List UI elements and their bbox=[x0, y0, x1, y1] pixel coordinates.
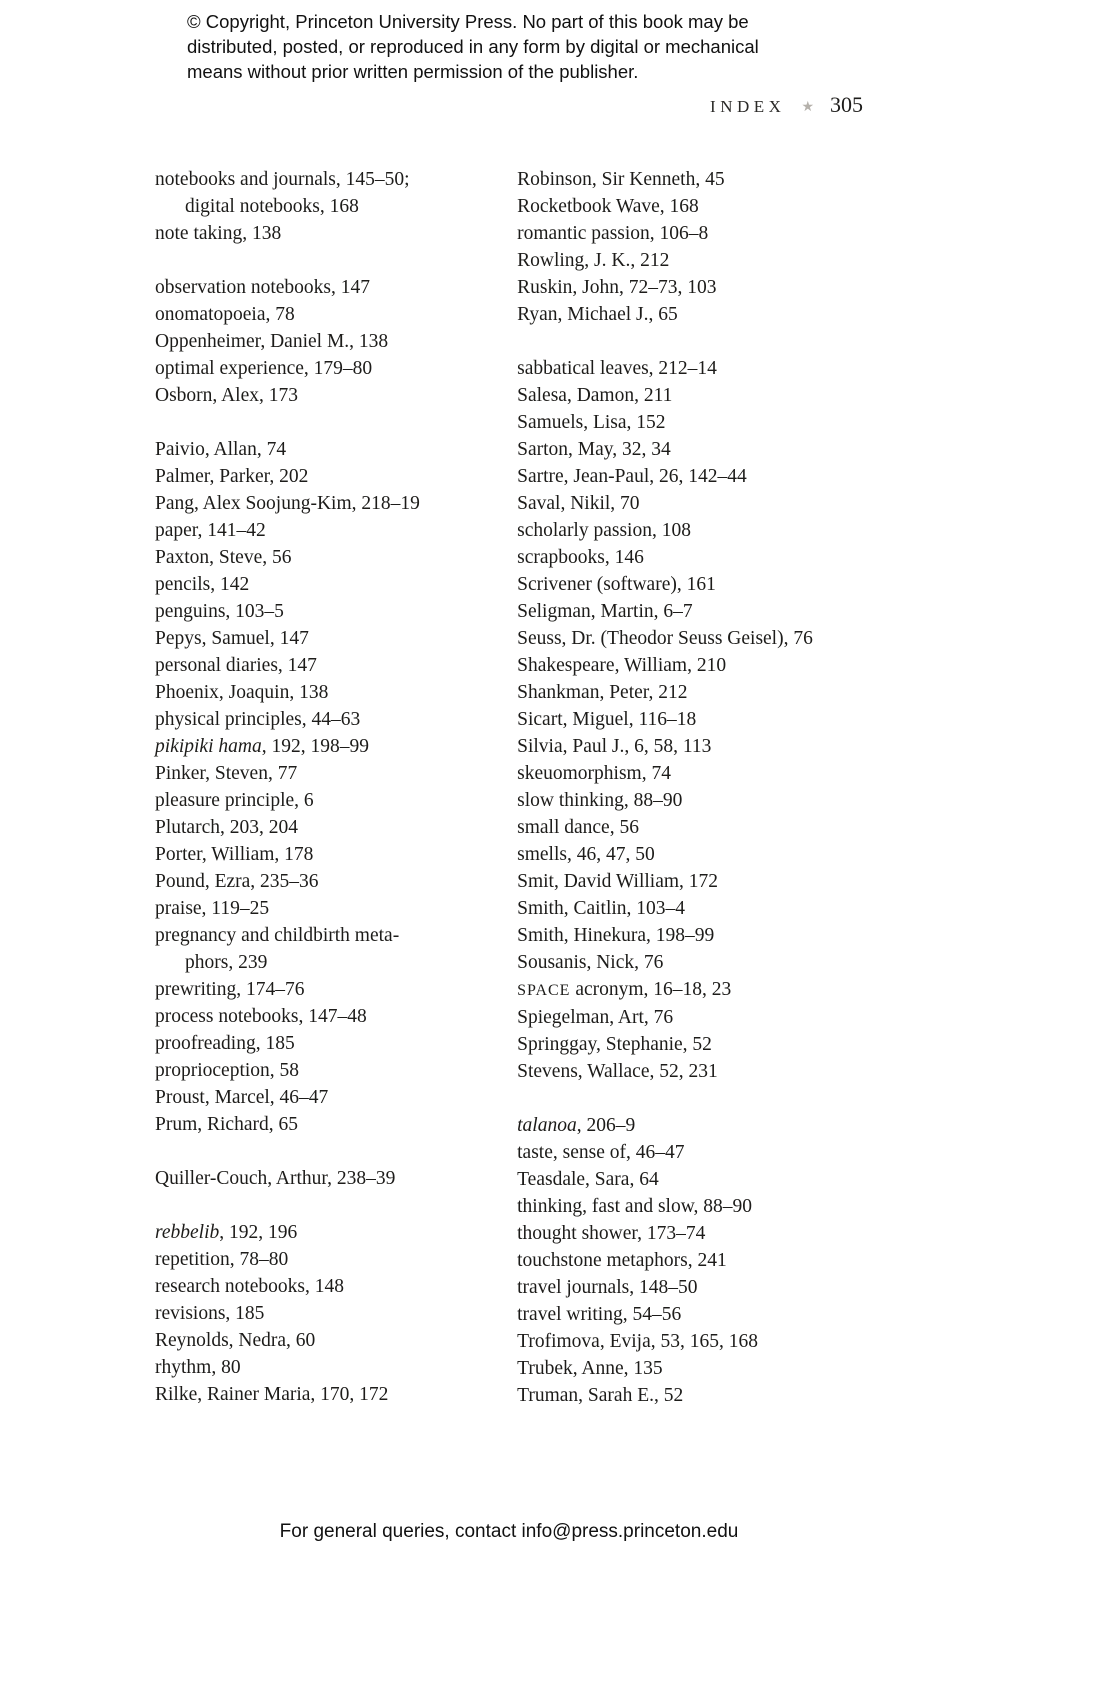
index-entry-line bbox=[155, 1246, 487, 1273]
index-entry bbox=[155, 1219, 487, 1246]
index-entry-line bbox=[517, 1112, 863, 1139]
index-entry bbox=[155, 841, 487, 868]
entry-text: touchstone metaphors, 241 bbox=[517, 1250, 727, 1271]
index-entry bbox=[517, 787, 863, 814]
entry-text: process notebooks, 147–48 bbox=[155, 1006, 367, 1027]
entry-text: sabbatical leaves, 212–14 bbox=[517, 358, 717, 379]
copyright-line: means without prior written permission of the publisher. bbox=[187, 61, 639, 82]
index-entry-line bbox=[517, 463, 863, 490]
index-entry bbox=[517, 949, 863, 976]
entry-text: Plutarch, 203, 204 bbox=[155, 817, 298, 838]
entry-text: travel journals, 148–50 bbox=[517, 1277, 698, 1298]
entry-text: acronym, 16–18, 23 bbox=[570, 979, 732, 1000]
index-entry bbox=[155, 220, 487, 247]
index-entry-line bbox=[517, 625, 863, 652]
entry-text: Reynolds, Nedra, 60 bbox=[155, 1330, 316, 1351]
entry-text: thinking, fast and slow, 88–90 bbox=[517, 1196, 753, 1217]
entry-text-italic: pikipiki hama bbox=[155, 736, 262, 757]
entry-text: pencils, 142 bbox=[155, 574, 250, 595]
index-entry-line bbox=[155, 1003, 487, 1030]
index-entry bbox=[517, 706, 863, 733]
index-entry-line bbox=[517, 436, 863, 463]
page-number: 305 bbox=[830, 92, 863, 117]
index-entry bbox=[517, 1004, 863, 1031]
index-entry-line bbox=[155, 787, 487, 814]
entry-text: Teasdale, Sara, 64 bbox=[517, 1169, 659, 1190]
index-entry-line bbox=[155, 841, 487, 868]
index-entry-line bbox=[517, 949, 863, 976]
index-entry bbox=[517, 1058, 863, 1085]
entry-text: Stevens, Wallace, 52, 231 bbox=[517, 1061, 718, 1082]
entry-text: revisions, 185 bbox=[155, 1303, 265, 1324]
index-entry-line bbox=[155, 922, 487, 949]
entry-text: travel writing, 54–56 bbox=[517, 1304, 682, 1325]
index-entry-line bbox=[155, 1327, 487, 1354]
index-entry-line bbox=[517, 841, 863, 868]
index-entry-line bbox=[155, 1030, 487, 1057]
entry-gap bbox=[155, 247, 487, 274]
index-entry bbox=[517, 1355, 863, 1382]
index-entry bbox=[517, 301, 863, 328]
entry-text: scrapbooks, 146 bbox=[517, 547, 644, 568]
index-entry bbox=[155, 814, 487, 841]
index-entry-line bbox=[517, 787, 863, 814]
index-entry bbox=[517, 490, 863, 517]
page-content bbox=[155, 92, 863, 1409]
index-entry-line bbox=[155, 355, 487, 382]
index-entry-line bbox=[155, 598, 487, 625]
entry-text: Paxton, Steve, 56 bbox=[155, 547, 292, 568]
index-entry-line bbox=[155, 301, 487, 328]
entry-text-italic: rebbelib bbox=[155, 1222, 220, 1243]
index-entry bbox=[517, 1166, 863, 1193]
entry-text-smallcaps: SPACE bbox=[517, 982, 571, 999]
index-entry-line bbox=[517, 1355, 863, 1382]
entry-text: Samuels, Lisa, 152 bbox=[517, 412, 666, 433]
index-entry-line bbox=[517, 814, 863, 841]
index-entry-line bbox=[517, 652, 863, 679]
index-entry-line bbox=[155, 1165, 487, 1192]
index-entry-line bbox=[155, 1057, 487, 1084]
index-heading: INDEX bbox=[710, 97, 786, 116]
entry-gap bbox=[155, 1138, 487, 1165]
entry-text: Scrivener (software), 161 bbox=[517, 574, 716, 595]
index-entry-line bbox=[517, 193, 863, 220]
index-entry-line bbox=[517, 1139, 863, 1166]
index-entry-line bbox=[155, 976, 487, 1003]
index-entry-line bbox=[517, 247, 863, 274]
index-entry bbox=[155, 1273, 487, 1300]
entry-text: skeuomorphism, 74 bbox=[517, 763, 671, 784]
index-entry bbox=[517, 193, 863, 220]
index-entry-line bbox=[517, 1193, 863, 1220]
index-entry-line bbox=[517, 1382, 863, 1409]
index-entry bbox=[517, 1301, 863, 1328]
entry-text: Porter, William, 178 bbox=[155, 844, 314, 865]
index-entry-line bbox=[155, 220, 487, 247]
entry-text: Spiegelman, Art, 76 bbox=[517, 1007, 674, 1028]
index-entry bbox=[155, 1327, 487, 1354]
entry-text: paper, 141–42 bbox=[155, 520, 266, 541]
index-entry bbox=[155, 1165, 487, 1192]
index-entry bbox=[155, 652, 487, 679]
entry-text: digital notebooks, 168 bbox=[185, 196, 359, 217]
entry-text: taste, sense of, 46–47 bbox=[517, 1142, 685, 1163]
entry-text: Pound, Ezra, 235–36 bbox=[155, 871, 319, 892]
index-entry-line bbox=[517, 868, 863, 895]
entry-text: notebooks and journals, 145–50; bbox=[155, 169, 410, 190]
index-entry bbox=[517, 1220, 863, 1247]
index-entry-line bbox=[517, 679, 863, 706]
index-entry bbox=[155, 679, 487, 706]
index-entry bbox=[155, 625, 487, 652]
entry-text: Shakespeare, William, 210 bbox=[517, 655, 727, 676]
entry-text: Prum, Richard, 65 bbox=[155, 1114, 298, 1135]
entry-text: Ruskin, John, 72–73, 103 bbox=[517, 277, 717, 298]
index-entry bbox=[517, 733, 863, 760]
index-entry-line bbox=[155, 274, 487, 301]
index-entry bbox=[517, 922, 863, 949]
entry-text: pleasure principle, 6 bbox=[155, 790, 314, 811]
index-entry bbox=[155, 1246, 487, 1273]
entry-text: Robinson, Sir Kenneth, 45 bbox=[517, 169, 725, 190]
index-entry-line bbox=[517, 355, 863, 382]
entry-text: research notebooks, 148 bbox=[155, 1276, 344, 1297]
entry-text: Oppenheimer, Daniel M., 138 bbox=[155, 331, 389, 352]
index-entry bbox=[517, 841, 863, 868]
index-entry bbox=[517, 652, 863, 679]
index-entry-line bbox=[155, 382, 487, 409]
index-entry-line bbox=[517, 517, 863, 544]
index-entry-line bbox=[155, 895, 487, 922]
index-entry bbox=[155, 868, 487, 895]
index-entry bbox=[517, 409, 863, 436]
index-entry-line bbox=[155, 1381, 487, 1408]
index-entry bbox=[155, 760, 487, 787]
index-entry-line bbox=[155, 733, 487, 760]
entry-text: Pinker, Steven, 77 bbox=[155, 763, 298, 784]
index-entry bbox=[517, 274, 863, 301]
index-entry bbox=[517, 760, 863, 787]
index-entry-line bbox=[517, 895, 863, 922]
entry-text: optimal experience, 179–80 bbox=[155, 358, 373, 379]
index-entry-line bbox=[517, 760, 863, 787]
entry-text: , 192, 198–99 bbox=[261, 736, 369, 757]
entry-text: Sartre, Jean-Paul, 26, 142–44 bbox=[517, 466, 747, 487]
entry-text: Trofimova, Evija, 53, 165, 168 bbox=[517, 1331, 758, 1352]
index-entry bbox=[517, 355, 863, 382]
index-entry-line bbox=[155, 868, 487, 895]
entry-text: Pepys, Samuel, 147 bbox=[155, 628, 309, 649]
entry-text: , 192, 196 bbox=[219, 1222, 298, 1243]
entry-text: Proust, Marcel, 46–47 bbox=[155, 1087, 329, 1108]
index-entry-line bbox=[155, 1219, 487, 1246]
star-icon: ★ bbox=[801, 100, 814, 115]
index-entry bbox=[155, 1003, 487, 1030]
entry-text: Phoenix, Joaquin, 138 bbox=[155, 682, 329, 703]
entry-text: Rocketbook Wave, 168 bbox=[517, 196, 699, 217]
index-entry bbox=[155, 598, 487, 625]
index-entry bbox=[155, 1111, 487, 1138]
entry-text: Trubek, Anne, 135 bbox=[517, 1358, 663, 1379]
index-entry bbox=[155, 1300, 487, 1327]
entry-text: Ryan, Michael J., 65 bbox=[517, 304, 678, 325]
index-entry-line bbox=[155, 1111, 487, 1138]
index-entry bbox=[155, 301, 487, 328]
index-entry bbox=[517, 1031, 863, 1058]
index-entry-line bbox=[517, 1220, 863, 1247]
copyright-line: distributed, posted, or reproduced in any form by digital or mechanical bbox=[187, 36, 759, 57]
index-entry-line bbox=[155, 679, 487, 706]
entry-text: proofreading, 185 bbox=[155, 1033, 295, 1054]
entry-text: personal diaries, 147 bbox=[155, 655, 317, 676]
index-entry-line bbox=[517, 274, 863, 301]
index-entry-line bbox=[517, 301, 863, 328]
index-entry-line bbox=[155, 436, 487, 463]
entry-text: Smith, Hinekura, 198–99 bbox=[517, 925, 715, 946]
entry-text-italic: talanoa bbox=[517, 1115, 577, 1136]
index-entry-line bbox=[517, 382, 863, 409]
index-entry bbox=[517, 679, 863, 706]
index-entry bbox=[155, 1354, 487, 1381]
index-entry-line bbox=[517, 1166, 863, 1193]
index-entry bbox=[155, 463, 487, 490]
index-entry bbox=[517, 166, 863, 193]
index-entry bbox=[517, 976, 863, 1004]
index-entry bbox=[155, 1084, 487, 1111]
index-entry-line bbox=[155, 544, 487, 571]
entry-text: slow thinking, 88–90 bbox=[517, 790, 683, 811]
entry-text: Quiller-Couch, Arthur, 238–39 bbox=[155, 1168, 396, 1189]
index-entry bbox=[517, 544, 863, 571]
entry-text: phors, 239 bbox=[185, 952, 268, 973]
index-entry bbox=[517, 571, 863, 598]
index-columns bbox=[155, 166, 863, 1409]
index-entry-line bbox=[517, 166, 863, 193]
entry-text: repetition, 78–80 bbox=[155, 1249, 289, 1270]
index-entry bbox=[517, 1328, 863, 1355]
index-entry bbox=[155, 274, 487, 301]
index-entry-line bbox=[517, 490, 863, 517]
index-entry bbox=[155, 787, 487, 814]
entry-text: Salesa, Damon, 211 bbox=[517, 385, 673, 406]
index-entry bbox=[155, 1030, 487, 1057]
entry-text: penguins, 103–5 bbox=[155, 601, 284, 622]
index-entry bbox=[155, 328, 487, 355]
footer-queries: For general queries, contact info@press.princeton.edu bbox=[279, 1521, 739, 1542]
index-entry bbox=[517, 517, 863, 544]
index-entry-line bbox=[155, 1354, 487, 1381]
index-entry-line bbox=[517, 544, 863, 571]
entry-text: thought shower, 173–74 bbox=[517, 1223, 706, 1244]
index-entry-line bbox=[517, 1274, 863, 1301]
index-entry-line bbox=[517, 733, 863, 760]
index-entry-line bbox=[155, 760, 487, 787]
index-entry-line bbox=[155, 706, 487, 733]
copyright-notice bbox=[187, 9, 759, 84]
entry-text: Pang, Alex Soojung-Kim, 218–19 bbox=[155, 493, 420, 514]
index-entry bbox=[517, 1382, 863, 1409]
entry-text: Seuss, Dr. (Theodor Seuss Geisel), 76 bbox=[517, 628, 813, 649]
index-entry bbox=[517, 814, 863, 841]
index-entry bbox=[155, 1057, 487, 1084]
index-entry bbox=[517, 1112, 863, 1139]
index-entry bbox=[155, 355, 487, 382]
index-entry-line bbox=[155, 652, 487, 679]
index-entry-line bbox=[155, 463, 487, 490]
entry-text: scholarly passion, 108 bbox=[517, 520, 691, 541]
index-entry-line bbox=[155, 328, 487, 355]
entry-text: Sousanis, Nick, 76 bbox=[517, 952, 664, 973]
index-entry bbox=[517, 1247, 863, 1274]
entry-gap bbox=[517, 328, 863, 355]
entry-text: Osborn, Alex, 173 bbox=[155, 385, 298, 406]
index-entry-line bbox=[155, 814, 487, 841]
entry-text: Sarton, May, 32, 34 bbox=[517, 439, 671, 460]
index-entry-line bbox=[517, 922, 863, 949]
entry-text: rhythm, 80 bbox=[155, 1357, 241, 1378]
index-entry-line bbox=[155, 571, 487, 598]
entry-text: small dance, 56 bbox=[517, 817, 639, 838]
index-entry-line bbox=[517, 706, 863, 733]
entry-text: romantic passion, 106–8 bbox=[517, 223, 709, 244]
index-entry-continuation bbox=[155, 193, 487, 220]
index-entry-line bbox=[155, 517, 487, 544]
index-entry bbox=[155, 544, 487, 571]
entry-text: note taking, 138 bbox=[155, 223, 282, 244]
index-entry bbox=[517, 625, 863, 652]
entry-text: proprioception, 58 bbox=[155, 1060, 300, 1081]
index-entry-line bbox=[517, 1247, 863, 1274]
entry-text: onomatopoeia, 78 bbox=[155, 304, 295, 325]
index-entry bbox=[155, 571, 487, 598]
entry-text: praise, 119–25 bbox=[155, 898, 270, 919]
entry-text: prewriting, 174–76 bbox=[155, 979, 305, 1000]
index-entry bbox=[155, 706, 487, 733]
index-entry-continuation bbox=[155, 949, 487, 976]
index-entry bbox=[517, 895, 863, 922]
index-entry bbox=[155, 922, 487, 976]
index-entry-line bbox=[517, 220, 863, 247]
index-entry-line bbox=[155, 490, 487, 517]
index-entry bbox=[155, 517, 487, 544]
index-entry-line bbox=[517, 1031, 863, 1058]
entry-gap bbox=[155, 1192, 487, 1219]
entry-text: Truman, Sarah E., 52 bbox=[517, 1385, 684, 1406]
entry-text: Silvia, Paul J., 6, 58, 113 bbox=[517, 736, 712, 757]
index-entry bbox=[155, 166, 487, 220]
copyright-line: © Copyright, Princeton University Press. No part of this book may be bbox=[187, 11, 749, 32]
entry-text: Paivio, Allan, 74 bbox=[155, 439, 287, 460]
entry-text: physical principles, 44–63 bbox=[155, 709, 361, 730]
index-entry-line bbox=[155, 1084, 487, 1111]
index-entry-line bbox=[517, 598, 863, 625]
index-entry bbox=[517, 1139, 863, 1166]
index-entry bbox=[517, 1274, 863, 1301]
entry-gap bbox=[517, 1085, 863, 1112]
index-entry bbox=[155, 490, 487, 517]
entry-text: Shankman, Peter, 212 bbox=[517, 682, 688, 703]
index-entry bbox=[155, 733, 487, 760]
index-entry-line bbox=[517, 409, 863, 436]
entry-text: Palmer, Parker, 202 bbox=[155, 466, 309, 487]
entry-text: , 206–9 bbox=[576, 1115, 636, 1136]
index-entry-line bbox=[517, 1004, 863, 1031]
running-head bbox=[155, 92, 863, 118]
entry-text: smells, 46, 47, 50 bbox=[517, 844, 655, 865]
entry-text: Rilke, Rainer Maria, 170, 172 bbox=[155, 1384, 389, 1405]
index-entry-line bbox=[155, 166, 487, 193]
index-entry-line bbox=[155, 625, 487, 652]
entry-text: Smith, Caitlin, 103–4 bbox=[517, 898, 686, 919]
index-entry bbox=[155, 895, 487, 922]
index-entry-line bbox=[517, 1058, 863, 1085]
index-entry bbox=[517, 382, 863, 409]
index-entry bbox=[517, 247, 863, 274]
index-column-left bbox=[155, 166, 487, 1409]
entry-text: pregnancy and childbirth meta- bbox=[155, 925, 400, 946]
index-column-right bbox=[517, 166, 863, 1409]
index-entry bbox=[155, 436, 487, 463]
index-entry bbox=[155, 1381, 487, 1408]
index-entry bbox=[155, 382, 487, 409]
entry-text: Springgay, Stephanie, 52 bbox=[517, 1034, 712, 1055]
index-entry bbox=[517, 463, 863, 490]
index-entry-line bbox=[517, 976, 863, 1004]
entry-text: Sicart, Miguel, 116–18 bbox=[517, 709, 697, 730]
index-entry bbox=[517, 1193, 863, 1220]
index-entry-line bbox=[517, 571, 863, 598]
index-entry bbox=[517, 220, 863, 247]
entry-text: Smit, David William, 172 bbox=[517, 871, 719, 892]
entry-text: Saval, Nikil, 70 bbox=[517, 493, 640, 514]
entry-text: observation notebooks, 147 bbox=[155, 277, 371, 298]
index-entry bbox=[517, 436, 863, 463]
index-entry-line bbox=[517, 1328, 863, 1355]
index-entry bbox=[517, 868, 863, 895]
index-entry-line bbox=[155, 1273, 487, 1300]
entry-text: Seligman, Martin, 6–7 bbox=[517, 601, 693, 622]
index-entry bbox=[155, 976, 487, 1003]
index-entry-line bbox=[517, 1301, 863, 1328]
entry-gap bbox=[155, 409, 487, 436]
index-entry bbox=[517, 598, 863, 625]
entry-text: Rowling, J. K., 212 bbox=[517, 250, 670, 271]
index-entry-line bbox=[155, 1300, 487, 1327]
